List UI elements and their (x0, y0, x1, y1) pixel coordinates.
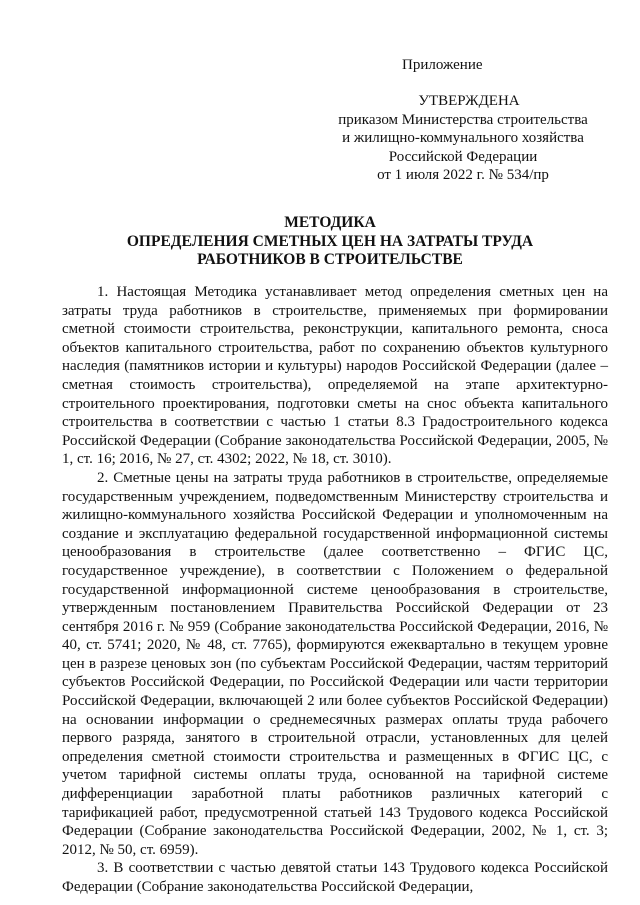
approval-line: приказом Министерства строительства (338, 111, 588, 128)
appendix-label: Приложение (402, 57, 483, 73)
approval-line: Российской Федерации (388, 148, 538, 165)
title-line: МЕТОДИКА (284, 214, 376, 231)
title-line: ОПРЕДЕЛЕНИЯ СМЕТНЫХ ЦЕН НА ЗАТРАТЫ ТРУДА (126, 232, 534, 250)
paragraph-2: 2. Сметные цены на затраты труда работников в строительстве, определяемые государственным учреждением, подведомственным Министерству строительства и жилищно-коммунального хозяйства Российской Федерации и уполномоченным на создание и эксплуатацию федеральной государственной информационной системы ценообразования в строительстве (далее соответственно – ФГИС ЦС, государственное учреждение), в соответствии с Положением о федеральной государственной информационной системе ценообразования в строительстве, утвержденным постановлением Правительства Российской Федерации от 23 сентября 2016 г. № 959 (Собрание законодательства Российской Федерации, 2016, № 40, ст. 5741; 2020, № 48, ст. 7765), формируются ежеквартально в текущем уровне цен в разрезе ценовых зон (по субъектам Российской Федерации, частям территорий субъектов Российской Федерации, по Российской Федерации или части территории Российской Федерации, включающей 2 или более субъектов Российской Федерации) на основании информации о среднемесячных размерах оплаты труда рабочего первого разряда, занятого в строительной отрасли, установленных для целей определения сметной стоимости строительства и размещенных в ФГИС ЦС, с учетом тарифной системы оплаты труда, основанной на тарифной системе дифференциации заработной платы работников различных категорий с тарификацией работ, предусмотренной статьей 143 Трудового кодекса Российской Федерации (Собрание законодательства Российской Федерации, 2002, № 1, ст. 3; 2012, № 50, ст. 6959). (62, 469, 608, 858)
paragraph-3: 3. В соответствии с частью девятой статьи 143 Трудового кодекса Российской Федерации (Собрание законодательства Российской Федерации, (62, 860, 608, 895)
paragraph-1: 1. Настоящая Методика устанавливает метод определения сметных цен на затраты труда работников в строительстве, применяемых при формировании сметной стоимости строительства, реконструкции, капитального ремонта, сноса объектов капитального строительства, работ по сохранению объектов культурного наследия (памятников истории и культуры) народов Российской Федерации (далее – сметная стоимость строительства), определяемой на этапе архитектурно-строительного проектирования, подготовки сметы на снос объекта капитального строительства в соответствии с частью 1 статьи 8.3 Градостроительного кодекса Российской Федерации (Собрание законодательства Российской Федерации, 2005, № 1, ст. 16; 2016, № 27, ст. 4302; 2022, № 18, ст. 3010). (62, 284, 608, 468)
document-body (62, 283, 608, 897)
approval-line: и жилищно-коммунального хозяйства (342, 130, 584, 146)
approval-block (318, 92, 608, 185)
approval-line: от 1 июля 2022 г. № 534/пр (377, 167, 549, 183)
approval-title: УТВЕРЖДЕНА (418, 93, 520, 109)
document-title (80, 214, 580, 270)
title-line: РАБОТНИКОВ В СТРОИТЕЛЬСТВЕ (197, 251, 463, 268)
